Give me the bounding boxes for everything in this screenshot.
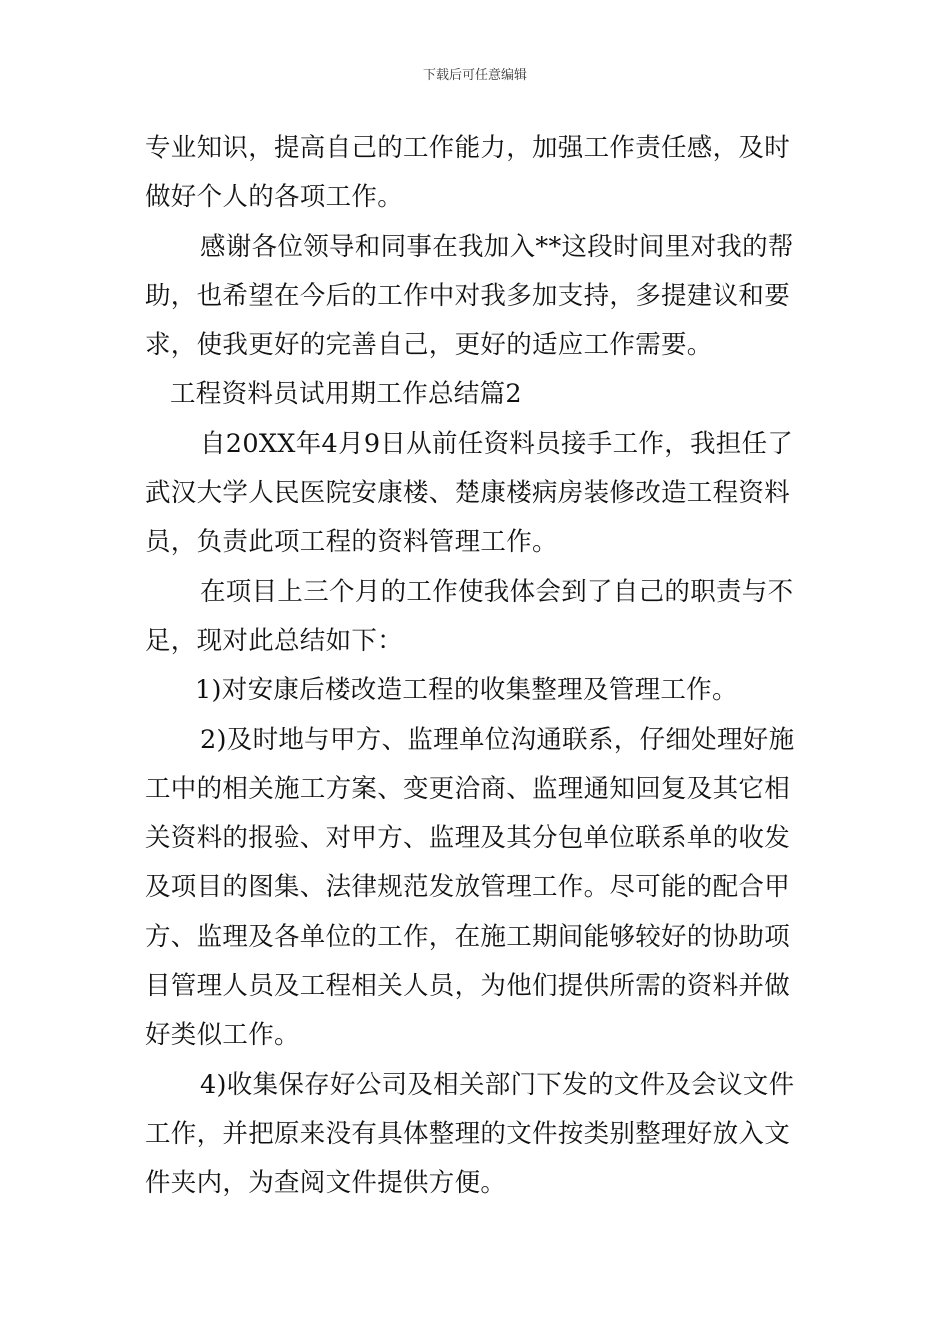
text-line: 方、监理及各单位的工作，在施工期间能够较好的协助项 (145, 921, 791, 952)
text-line: 2)及时地与甲方、监理单位沟通联系，仔细处理好施 (200, 724, 795, 755)
item-1 (145, 666, 810, 715)
text-line: 工中的相关施工方案、变更洽商、监理通知回复及其它相 (145, 773, 791, 804)
text-line: 件夹内，为查阅文件提供方便。 (145, 1168, 507, 1199)
text-line: 在项目上三个月的工作使我体会到了自己的职责与不 (200, 576, 794, 607)
section-heading (145, 370, 810, 419)
text-line: 自20XX年4月9日从前任资料员接手工作，我担任了 (200, 428, 794, 459)
text-line: 好类似工作。 (145, 1020, 300, 1051)
text-line: 助，也希望在今后的工作中对我多加支持，多提建议和要 (145, 280, 791, 311)
text-line: 工程资料员试用期工作总结篇2 (170, 379, 522, 410)
text-line: 员，负责此项工程的资料管理工作。 (145, 527, 558, 558)
text-line: 感谢各位领导和同事在我加入**这段时间里对我的帮 (200, 231, 794, 262)
page-header-note: 下载后可任意编辑 (422, 68, 527, 83)
text-line: 关资料的报验、对甲方、监理及其分包单位联系单的收发 (145, 823, 791, 854)
text-line: 及项目的图集、法律规范发放管理工作。尽可能的配合甲 (145, 872, 791, 903)
para-intro (145, 420, 810, 568)
text-line: 1)对安康后楼改造工程的收集整理及管理工作。 (195, 675, 738, 706)
text-line: 武汉大学人民医院安康楼、楚康楼病房装修改造工程资料 (145, 478, 791, 509)
text-line: 目管理人员及工程相关人员，为他们提供所需的资料并做 (145, 971, 791, 1002)
text-line: 工作，并把原来没有具体整理的文件按类别整理好放入文 (145, 1118, 791, 1149)
document-body (145, 124, 810, 1209)
item-4 (145, 1061, 810, 1209)
text-line: 专业知识，提高自己的工作能力，加强工作责任感，及时 (145, 133, 791, 163)
text-line: 足，现对此总结如下： (145, 625, 404, 656)
para-continuation (145, 124, 810, 223)
item-2 (145, 716, 810, 1061)
para-summary (145, 568, 810, 667)
para-thanks (145, 223, 810, 371)
text-line: 4)收集保存好公司及相关部门下发的文件及会议文件 (200, 1069, 795, 1100)
text-line: 求，使我更好的完善自己，更好的适应工作需要。 (145, 330, 713, 361)
text-line: 做好个人的各项工作。 (145, 182, 404, 213)
